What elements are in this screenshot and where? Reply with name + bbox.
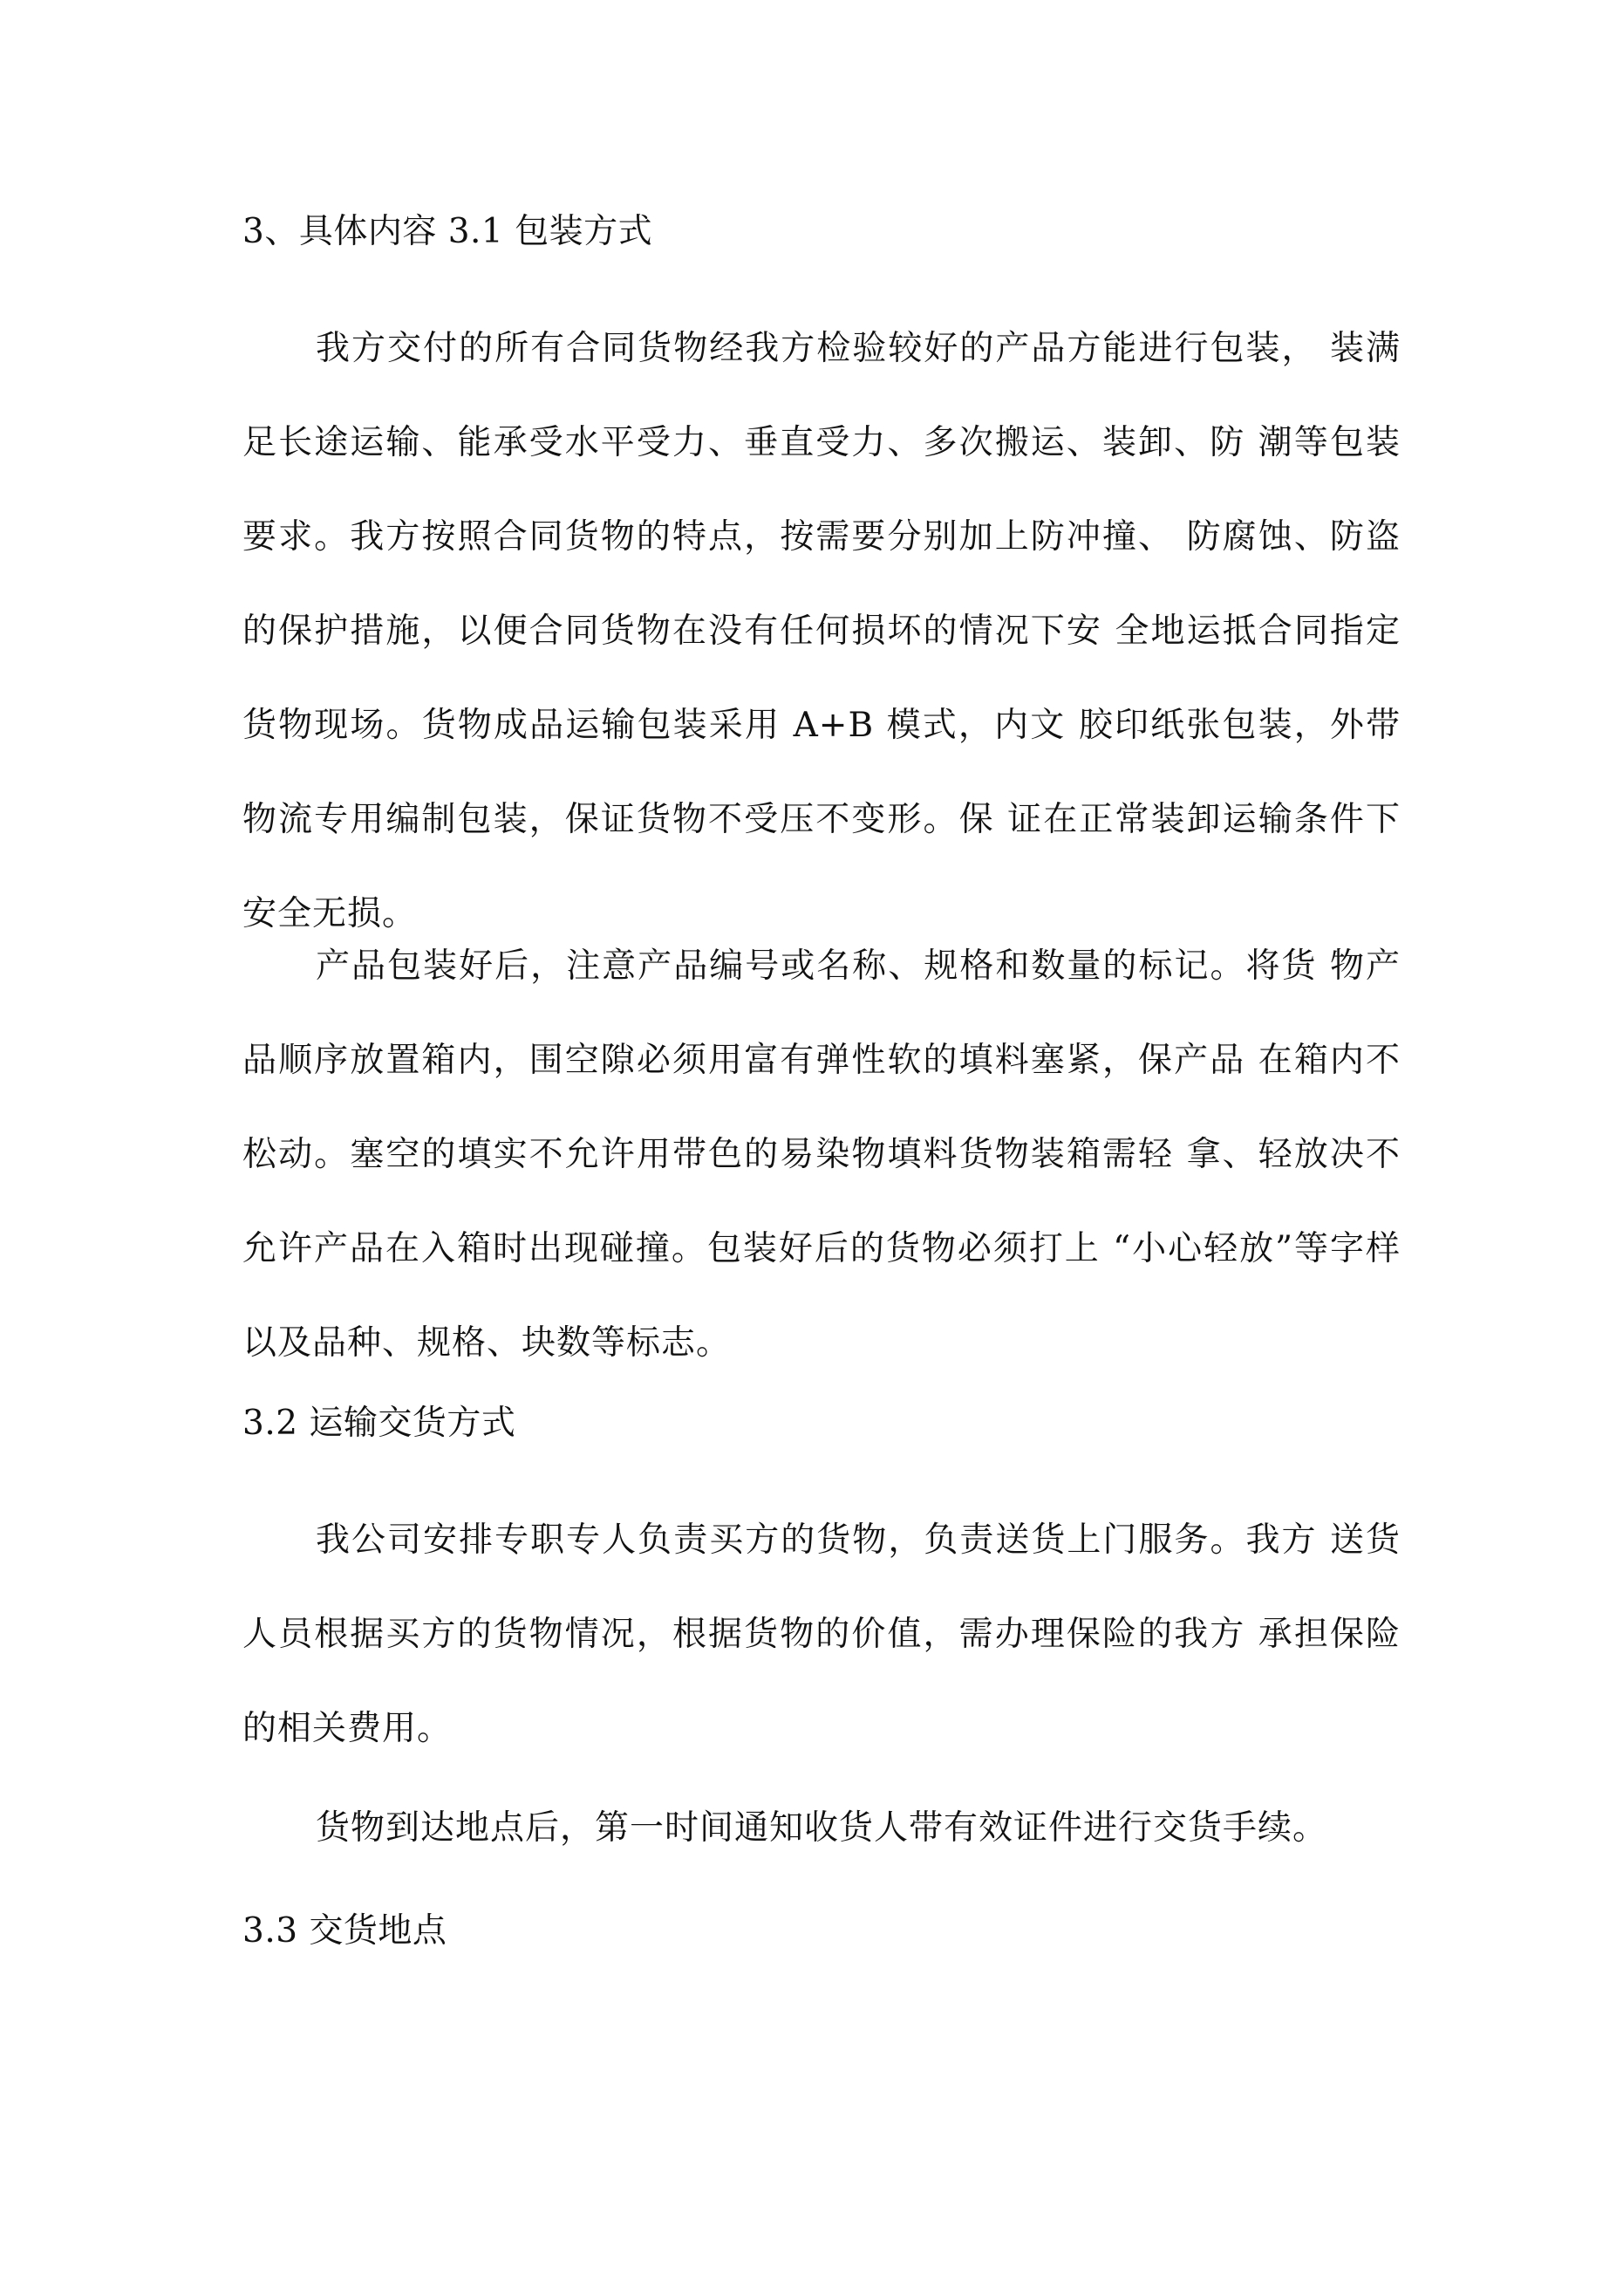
section-heading-transport: 3.2 运输交货方式 (242, 1404, 516, 1443)
paragraph-transport-service: 我公司安排专职专人负责买方的货物，负责送货上门服务。我方 送货人员根据买方的货物情况，根据货物的价值，需办理保险的我方 承担保险的相关费用。 (242, 1520, 1401, 1748)
paragraph-delivery-notice: 货物到达地点后，第一时间通知收货人带有效证件进行交货手续。 (316, 1808, 1328, 1848)
section-heading-packaging: 3、具体内容 3.1 包装方式 (242, 212, 653, 251)
paragraph-packaging-marking: 产品包装好后，注意产品编号或名称、规格和数量的标记。将货 物产品顺序放置箱内，围空隙必须用富有弹性软的填料塞紧，保产品 在箱内不松动。塞空的填实不允许用带色的易染物填料货物装箱需轻 拿、轻放决不允许产品在入箱时出现碰撞。包装好后的货物必须打上 “小心轻放”等字样以及品种、规格、块数等标志。 (242, 946, 1401, 1363)
paragraph-packaging-requirements: 我方交付的所有合同货物经我方检验较好的产品方能进行包装， 装满足长途运输、能承受水平受力、垂直受力、多次搬运、装卸、防 潮等包装要求。我方按照合同货物的特点，按需要分别加上防冲撞、 防腐蚀、防盗的保护措施，以便合同货物在没有任何损坏的情况下安 全地运抵合同指定货物现场。货物成品运输包装采用 A+B 模式，内文 胶印纸张包装，外带物流专用编制包装，保证货物不受压不变形。保 证在正常装卸运输条件下安全无损。 (242, 329, 1401, 933)
section-heading-location: 3.3 交货地点 (242, 1911, 447, 1951)
